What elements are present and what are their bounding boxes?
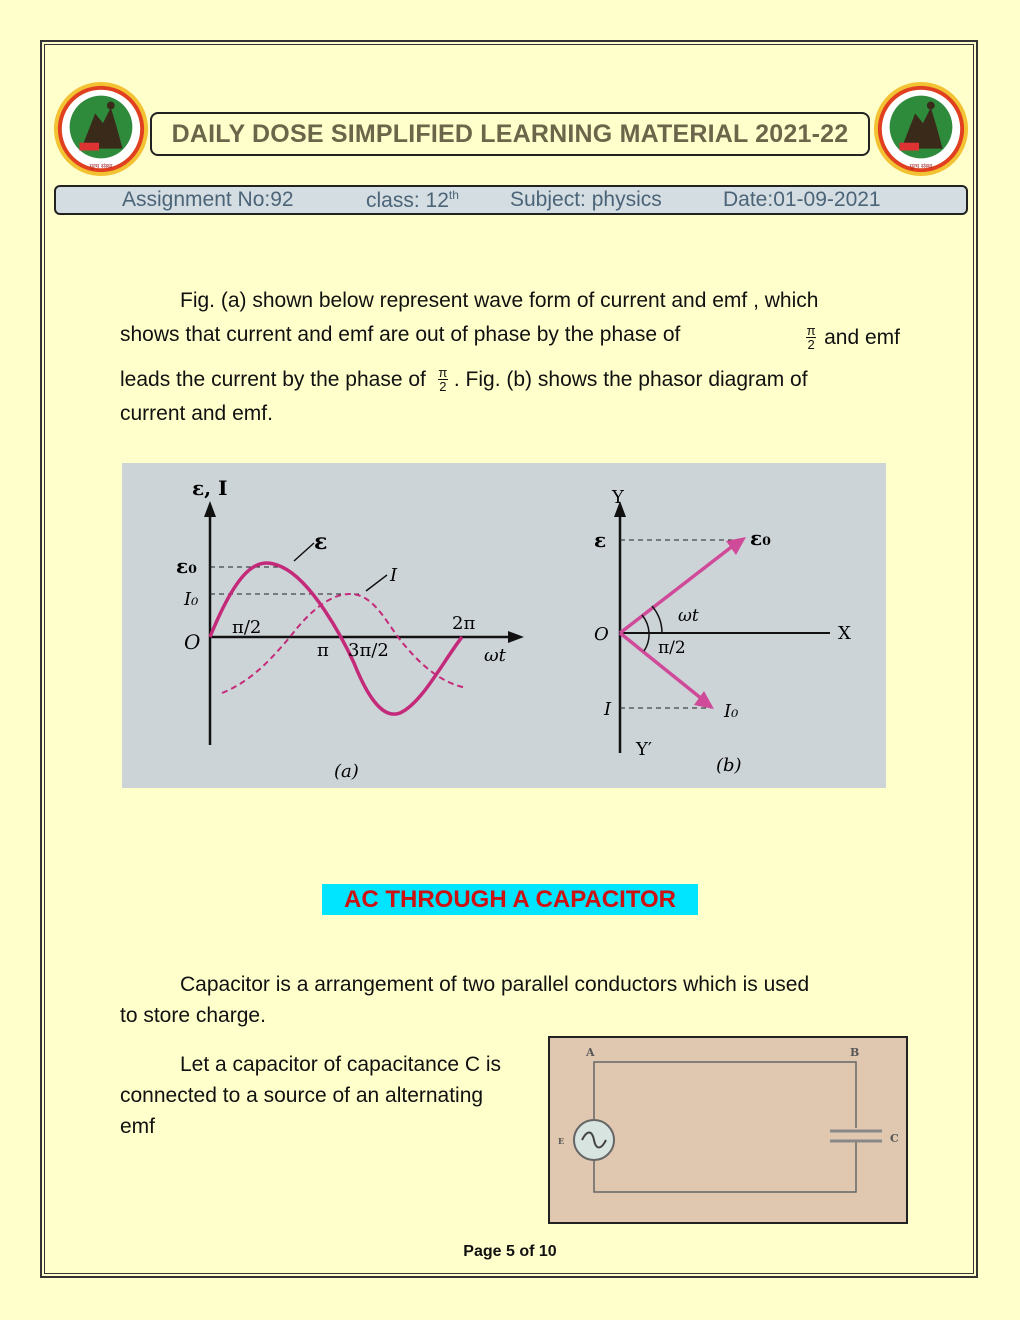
node-a-label: A [586, 1046, 595, 1059]
section-heading: AC THROUGH A CAPACITOR [322, 884, 698, 915]
figure-svg [122, 463, 886, 788]
intro-line-2b: and emf [824, 326, 900, 349]
logo-text: मूल्य संस्था [89, 164, 113, 171]
current-label-pointer [366, 575, 387, 591]
omega-t-arc [652, 606, 662, 633]
intro-line-2 [120, 324, 900, 351]
fig-a-y-arrow [204, 501, 216, 517]
document-title: DAILY DOSE SIMPLIFIED LEARNING MATERIAL 2021-22 [150, 112, 870, 156]
footer-of-word: of [519, 1243, 535, 1260]
capacitor-circuit-diagram [548, 1036, 908, 1224]
two-pi-label: 2π [452, 613, 476, 634]
cap-line-2: to store charge. [120, 1004, 266, 1027]
emf-phasor [620, 545, 734, 633]
fraction-pi-over-2 [806, 324, 816, 351]
intro-line-2-frac-and [804, 324, 900, 351]
assignment-number: Assignment No:92 [122, 188, 294, 211]
caption-b: (b) [716, 755, 742, 776]
frac-denominator: 2 [807, 337, 815, 352]
assignment-info-bar [54, 185, 968, 215]
node-b-label: B [850, 1046, 860, 1059]
class-label [366, 188, 459, 213]
class-text: class: 12 [366, 189, 449, 212]
intro-line-3b [454, 369, 900, 390]
intro-line-3a: leads the current by the phase of [120, 368, 426, 391]
footer-page-number: 5 [505, 1243, 515, 1260]
intro-line-4: current and emf. [120, 402, 273, 425]
e0-label: ε₀ [176, 554, 197, 578]
circuit-svg [550, 1038, 906, 1222]
frac-denominator: 2 [439, 379, 447, 394]
src-line-2: connected to a source of an alternating [120, 1084, 484, 1107]
omega-t-b: ωt [678, 606, 699, 626]
src-line-1: Let a capacitor of capacitance C is [180, 1053, 502, 1076]
circuit-wires [594, 1062, 856, 1192]
current-label-b: I [604, 699, 612, 720]
y-prime-label: Y′ [636, 739, 652, 760]
three-pi-half-label: 3π/2 [348, 640, 389, 661]
fig-a-x-arrow [508, 631, 524, 643]
source-label: E [558, 1136, 565, 1146]
e0-phasor-label: ε₀ [750, 526, 771, 550]
frac-numerator: π [438, 365, 448, 380]
class-superscript: th [448, 188, 459, 202]
intro-line-3 [120, 366, 900, 393]
x-label: X [838, 623, 851, 644]
emf-curve [210, 563, 462, 714]
origin-a: O [184, 630, 201, 654]
fraction-pi-over-2 [438, 366, 448, 393]
cap-line-1-text: Capacitor is a arrangement of two parallel conductors which is used [180, 973, 810, 996]
frac-numerator: π [806, 323, 816, 338]
school-logo-right [872, 80, 970, 178]
subject-label: Subject: physics [510, 188, 662, 211]
fig-a-axis-label: ε, I [192, 476, 228, 500]
intro-line-1-text: Fig. (a) shown below represent wave form of current and emf , which [180, 289, 819, 312]
i0-label: I₀ [184, 589, 199, 610]
logo-text: मूल्य संस्था [909, 164, 933, 171]
current-label: I [390, 565, 398, 586]
omega-t-a: ωt [484, 645, 506, 666]
src-line-3: emf [120, 1115, 156, 1138]
origin-b: O [594, 624, 609, 645]
emf-label-pointer [294, 543, 314, 561]
page-footer [0, 1243, 1020, 1261]
capacitor-label: C [890, 1132, 899, 1145]
intro-line-2a: shows that current and emf are out of phase by the phase of [120, 323, 681, 346]
footer-page-word: Page [463, 1243, 502, 1260]
date-label: Date:01-09-2021 [723, 188, 881, 211]
intro-line-1 [120, 290, 900, 311]
waveform-phasor-figure [122, 463, 886, 788]
emf-label-b: ε [594, 528, 607, 552]
pi-half-a: π/2 [232, 617, 262, 638]
pi-half-b: π/2 [658, 638, 686, 658]
footer-total-pages: 10 [538, 1243, 557, 1260]
emf-label: ε [314, 529, 328, 555]
pi-label: π [317, 640, 329, 661]
y-label: Y [612, 487, 624, 508]
intro-line-3b-text: . Fig. (b) shows the phasor diagram of [453, 368, 808, 391]
school-logo-left [52, 80, 150, 178]
caption-a: (a) [334, 761, 359, 782]
cap-line-1 [120, 974, 900, 995]
i0-phasor-label: I₀ [724, 701, 739, 722]
